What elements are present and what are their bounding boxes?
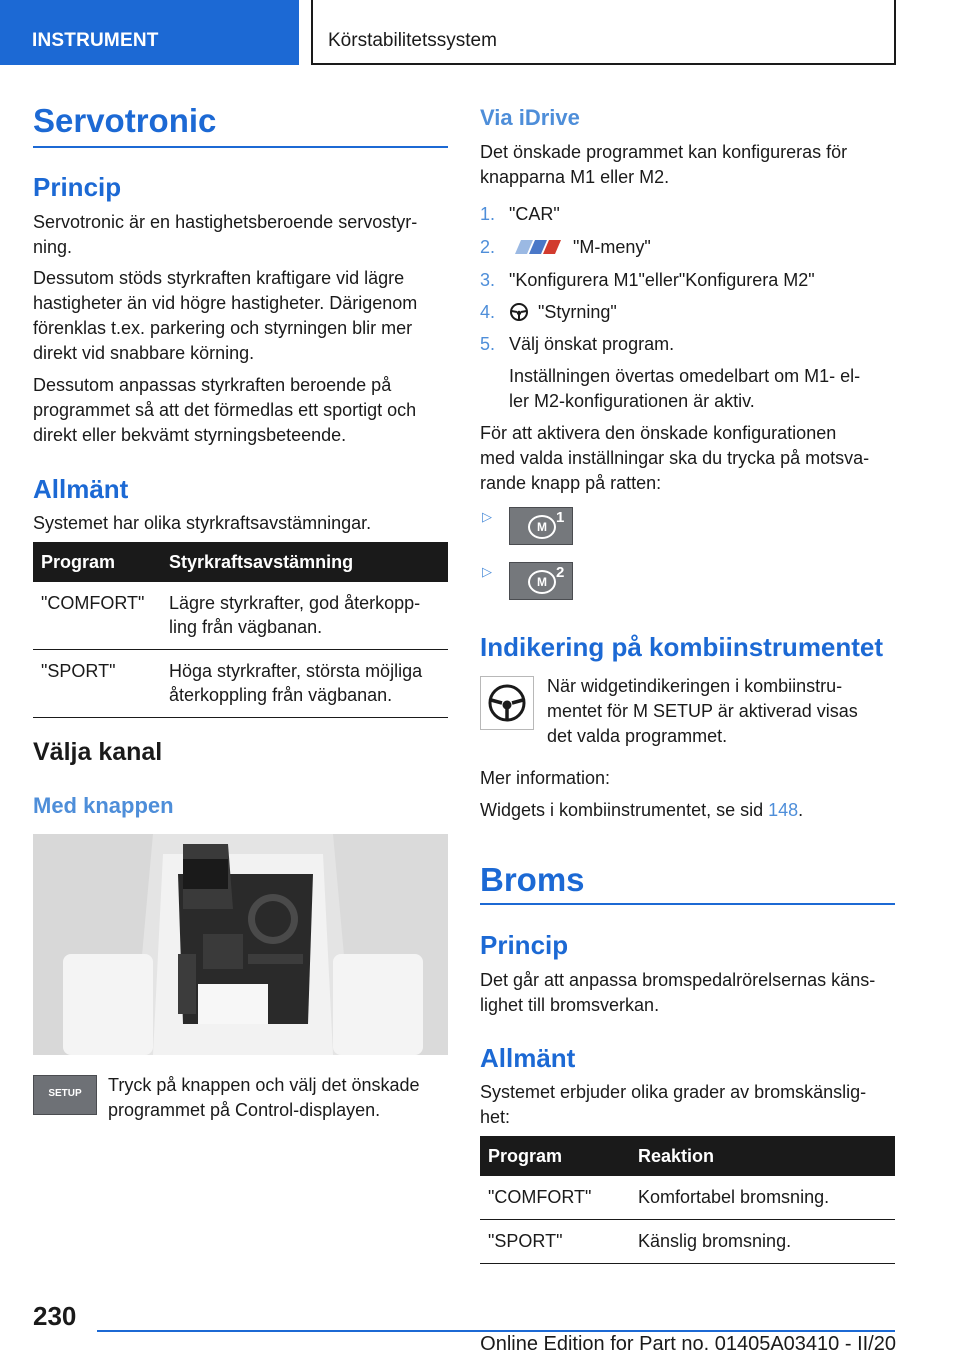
via-intro-l2: knapparna M1 eller M2.	[480, 167, 670, 187]
chapter-tab	[311, 0, 896, 65]
indik-text-l1: När widgetindikeringen i kombiinstru-	[547, 676, 843, 696]
table-row	[33, 582, 448, 650]
brake-table	[480, 1136, 895, 1264]
allmant-intro: Systemet har olika styrkraftsavstämningar.	[33, 513, 372, 533]
table-cell: "SPORT"	[33, 650, 161, 718]
step-text: "M-meny"	[573, 237, 651, 257]
indik-text-l3: det valda programmet.	[547, 726, 728, 746]
table-cell: "COMFORT"	[480, 1176, 630, 1220]
broms-allmant-l2: het:	[480, 1107, 511, 1127]
m2-button-icon: M 2	[509, 562, 573, 600]
servotronic-title: Servotronic	[33, 102, 217, 139]
table-header-program: Program	[33, 542, 161, 582]
edition-text: Online Edition for Part no. 01405A03410 - II/20	[480, 1333, 896, 1355]
triangle-bullet-icon: ▷	[482, 564, 492, 579]
princip-para-1b: ning.	[33, 237, 73, 257]
table-header-reaction: Reaktion	[630, 1136, 895, 1176]
step-number: 2.	[480, 237, 496, 257]
table-cell: "COMFORT"	[33, 582, 161, 650]
title-rule	[33, 146, 448, 148]
allmant-heading: Allmänt	[33, 474, 129, 504]
table-cell: Känslig bromsning.	[630, 1220, 895, 1264]
step-number: 1.	[480, 204, 496, 224]
m-menu-icon	[509, 239, 565, 255]
chapter-label: Körstabilitetssystem	[328, 30, 497, 51]
steering-table	[33, 542, 448, 718]
step-text: "Konfigurera M1"eller"Konfigurera M2"	[509, 270, 815, 290]
broms-title: Broms	[480, 861, 585, 898]
section-label: INSTRUMENT	[32, 30, 159, 51]
princip-para-2-l1: Dessutom stöds styrkraften kraftigare vid lägre	[33, 268, 405, 288]
activate-text-l3: rande knapp på ratten:	[480, 473, 662, 493]
broms-princip-heading: Princip	[480, 930, 569, 960]
valja-kanal-heading: Välja kanal	[33, 738, 163, 766]
m1-button-icon: M 1	[509, 507, 573, 545]
table-header-program: Program	[480, 1136, 630, 1176]
table-header-tuning: Styrkraftsavstämning	[161, 542, 448, 582]
console-illustration	[33, 834, 448, 1055]
broms-rule	[480, 903, 895, 905]
page-link[interactable]: 148	[768, 800, 799, 820]
princip-para-2-l2: hastigheter än vid högre hastigheter. Därigenom	[33, 293, 418, 313]
widget-steering-icon	[480, 676, 534, 730]
broms-princip-l2: lighet till bromsverkan.	[480, 995, 660, 1015]
more-info: Mer information:	[480, 768, 611, 788]
princip-para-3-l2: programmet så att det förmedlas ett sportigt och	[33, 400, 417, 420]
table-cell: Höga styrkrafter, största möjliga återkoppling från vägbanan.	[161, 650, 448, 718]
center-console-photo	[33, 834, 448, 1055]
widget-reference: Widgets i kombiinstrumentet, se sid 148.	[480, 800, 804, 820]
setup-button-icon: SETUP	[33, 1075, 97, 1115]
caption-line-2: programmet på Control-displayen.	[108, 1100, 381, 1120]
step-text: "Styrning"	[538, 302, 617, 322]
princip-para-3-l1: Dessutom anpassas styrkraften beroende på	[33, 375, 392, 395]
via-idrive-heading: Via iDrive	[480, 105, 580, 130]
footer-rule	[97, 1330, 895, 1332]
step5-note-l2: ler M2-konfigurationen är aktiv.	[509, 391, 755, 411]
step-text: "CAR"	[509, 204, 560, 224]
table-cell: "SPORT"	[480, 1220, 630, 1264]
broms-allmant-heading: Allmänt	[480, 1043, 576, 1073]
caption-line-1: Tryck på knappen och välj det önskade	[108, 1075, 420, 1095]
broms-princip-l1: Det går att anpassa bromspedalrörelsernas käns-	[480, 970, 876, 990]
indik-text-l2: mentet för M SETUP är aktiverad visas	[547, 701, 858, 721]
activate-text-l2: med valda inställningar ska du trycka på motsva-	[480, 448, 870, 468]
med-knappen-heading: Med knappen	[33, 793, 174, 818]
table-cell: Komfortabel bromsning.	[630, 1176, 895, 1220]
step-number: 5.	[480, 334, 496, 354]
princip-para-3-l3: direkt eller bekvämt styrningsbeteende.	[33, 425, 347, 445]
step-text: Välj önskat program.	[509, 334, 675, 354]
broms-allmant-l1: Systemet erbjuder olika grader av bromskänslig-	[480, 1082, 867, 1102]
steering-wheel-icon	[509, 302, 529, 322]
table-row	[480, 1176, 895, 1220]
activate-text-l1: För att aktivera den önskade konfigurationen	[480, 423, 837, 443]
step-number: 3.	[480, 270, 496, 290]
page-number: 230	[33, 1301, 77, 1331]
step5-note-l1: Inställningen övertas omedelbart om M1- el-	[509, 366, 861, 386]
table-cell: Lägre styrkrafter, god återkopp- ling från vägbanan.	[161, 582, 448, 650]
via-intro-l1: Det önskade programmet kan konfigureras för	[480, 142, 848, 162]
table-row	[480, 1220, 895, 1264]
princip-para-2-l3: förenklas t.ex. parkering och styrningen blir mer	[33, 318, 413, 338]
indikering-heading: Indikering på kombiinstrumentet	[480, 632, 884, 662]
section-tab	[0, 0, 299, 65]
princip-para-2-l4: direkt vid snabbare körning.	[33, 343, 255, 363]
triangle-bullet-icon: ▷	[482, 509, 492, 524]
step-number: 4.	[480, 302, 496, 322]
table-row	[33, 650, 448, 718]
princip-para-1a: Servotronic är en hastighetsberoende servostyr-	[33, 212, 418, 232]
princip-heading: Princip	[33, 172, 122, 202]
